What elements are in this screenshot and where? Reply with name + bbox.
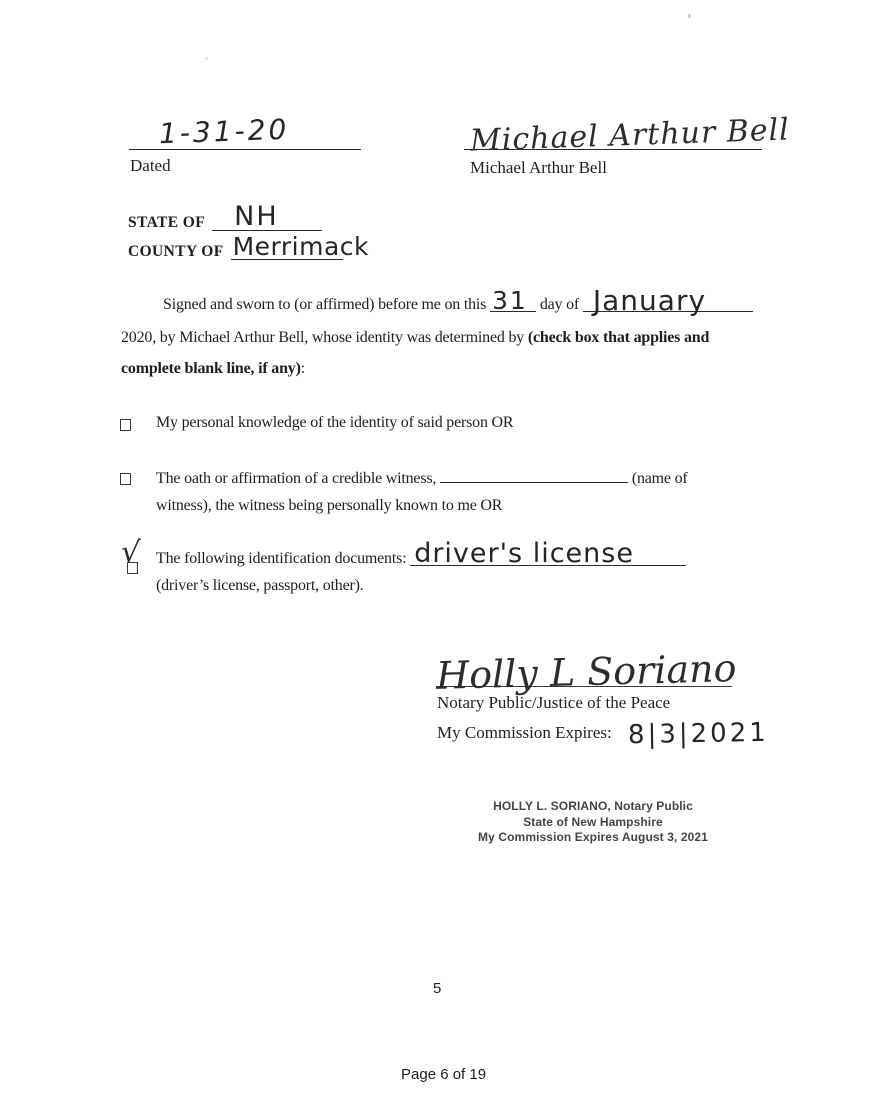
witness-name-blank-line — [440, 468, 628, 483]
sworn-clause-text-2: day of — [539, 296, 580, 313]
county-of-label: COUNTY OF — [128, 243, 224, 260]
state-of-row — [128, 201, 322, 232]
signer-printed-name: Michael Arthur Bell — [470, 158, 607, 177]
option-personal-knowledge-text: My personal knowledge of the identity of said person OR — [156, 414, 514, 431]
checkbox-empty-icon — [120, 419, 131, 431]
pdf-page-label: Page 6 of 19 — [401, 1066, 487, 1083]
identification-blank-line — [410, 538, 686, 569]
handwritten-identification-value: driver's license — [414, 538, 634, 569]
option-credible-witness-text-1: The oath or affirmation of a credible witness, — [156, 470, 437, 487]
commission-expires-label: My Commission Expires: — [437, 723, 612, 742]
option-personal-knowledge — [119, 414, 513, 432]
notary-stamp — [462, 799, 724, 846]
sworn-clause-bold-2: complete blank line, if any) — [121, 360, 301, 377]
document-page-number: 5 — [433, 980, 442, 997]
state-blank-line — [212, 201, 322, 232]
option-identification-line2: (driver’s license, passport, other). — [156, 577, 364, 594]
notary-stamp-line3: My Commission Expires August 3, 2021 — [478, 830, 708, 844]
sworn-clause-line2 — [121, 329, 709, 347]
sworn-clause-bold-1: (check box that applies and — [527, 329, 710, 346]
handwritten-state-value: NH — [234, 201, 279, 232]
handwritten-day: 31 — [492, 286, 528, 315]
sworn-clause-text-4: : — [300, 360, 305, 377]
county-blank-line — [231, 232, 370, 261]
handwritten-county-value: Merrimack — [232, 232, 370, 261]
county-of-row — [128, 232, 370, 261]
sworn-clause-line3 — [121, 360, 305, 378]
dated-label: Dated — [130, 156, 171, 175]
dated-signature-line — [129, 111, 361, 150]
state-of-label: STATE OF — [128, 214, 206, 231]
sworn-clause-text-3: 2020, by Michael Arthur Bell, whose identity was determined by — [121, 329, 528, 346]
scan-speck — [205, 57, 208, 60]
commission-expires-row — [437, 719, 769, 749]
handwritten-date: 1-31-20 — [158, 112, 290, 151]
signer-handwritten-signature: Michael Arthur Bell — [469, 112, 791, 159]
notary-title: Notary Public/Justice of the Peace — [437, 693, 671, 712]
notary-handwritten-signature: Holly L Soriano — [435, 646, 737, 698]
scan-speck — [688, 14, 691, 18]
sworn-clause-text-1: Signed and sworn to (or affirmed) before me on this — [163, 296, 487, 313]
handwritten-month: January — [592, 284, 707, 317]
month-blank-line — [583, 284, 753, 317]
checkmark-icon: √ — [119, 534, 142, 571]
option-identification-text: The following identification documents: — [156, 550, 407, 567]
signer-signature-line — [464, 108, 791, 159]
sworn-clause-line1 — [163, 284, 753, 317]
option-identification-line1 — [156, 538, 799, 569]
option-credible-witness-line1 — [156, 468, 799, 488]
checkbox-empty-icon — [120, 473, 131, 485]
option-credible-witness-line2: witness), the witness being personally known to me OR — [156, 497, 503, 514]
option-credible-witness-text-2: (name of — [631, 470, 688, 487]
option-credible-witness — [119, 468, 799, 515]
notary-stamp-line1: HOLLY L. SORIANO, Notary Public — [493, 799, 693, 813]
notary-signature-line — [435, 634, 737, 698]
option-identification-documents — [119, 534, 799, 595]
day-blank-line — [490, 286, 536, 315]
handwritten-commission-date: 8|3|2021 — [627, 717, 769, 751]
notary-stamp-line2: State of New Hampshire — [523, 814, 663, 829]
